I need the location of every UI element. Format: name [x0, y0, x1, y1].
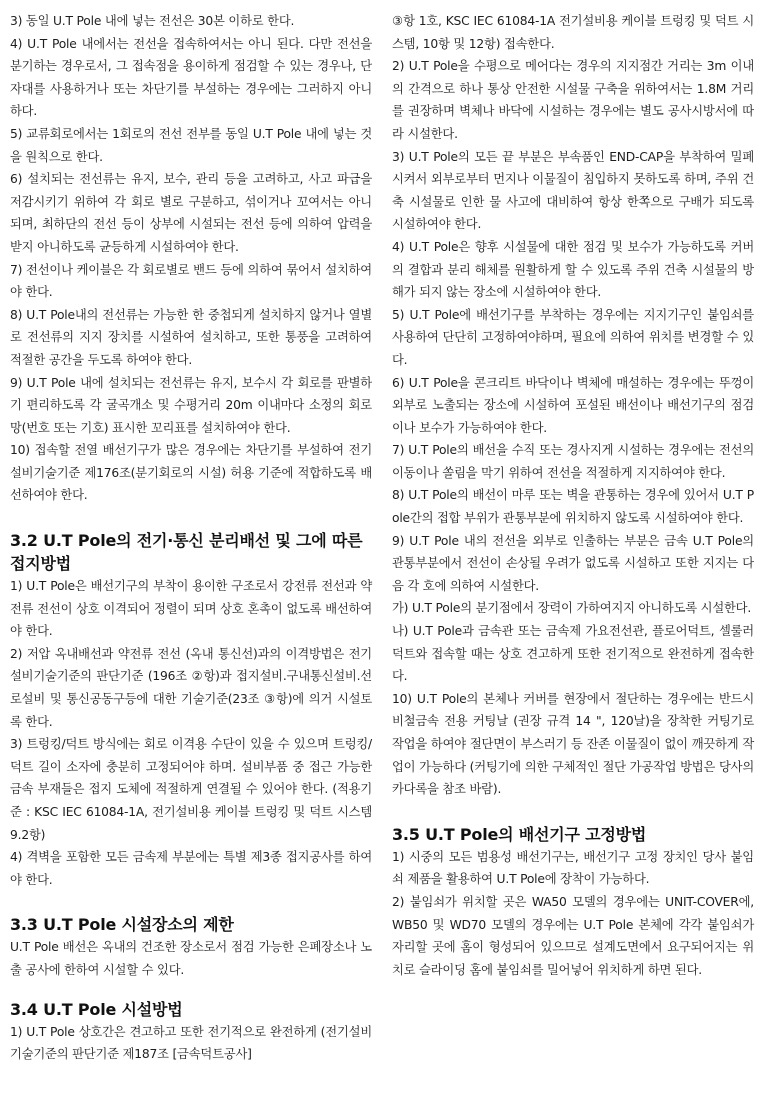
section-3-4-item-7: 7) U.T Pole의 배선을 수직 또는 경사지게 시설하는 경우에는 전선의 이동이나 쏠림을 막기 위하여 전선을 적절하게 지지하여야 한다.: [392, 443, 754, 480]
paragraph-6: 6) 설치되는 전선류는 유지, 보수, 관리 등을 고려하고, 사고 파급을 저감시키기 위하여 각 회로 별로 구분하고, 섞이거나 꼬여서는 아니 되며, 최하단의 전선 등이 상부에 시설되는 전선 등에 의하여 압력을 받지 아니하도록 균등하게 시설하여야 한다.: [10, 172, 372, 254]
section-3-4-item-10: 10) U.T Pole의 본체나 커버를 현장에서 절단하는 경우에는 반드시 비철금속 전용 커팅날 (권장 규격 14 ", 120날)을 장착한 커팅기로 작업을 하여야 절단면이 부스러기 등 잔존 이물질이 없이 깨끗하게 작업이 가능하다 (커팅기에 의한 구체적인 절단 가공작업 방법은 당사의 카다록을 참조 바람).: [392, 691, 754, 797]
section-3-4-item-1-continuation: ③항 1호, KSC IEC 61084-1A 전기설비용 케이블 트렁킹 및 덕트 시스템, 10항 및 12항) 접속한다.: [392, 14, 754, 51]
section-3-4-item-3: 3) U.T Pole의 모든 끝 부분은 부속품인 END-CAP을 부착하여 밀폐시켜서 외부로부터 먼지나 이물질이 침입하지 못하도록 하며, 주위 건축 시설물로 인한 물 사고에 대비하여 항상 한쪽으로 구배가 되도록 시설하여야 한다.: [392, 149, 754, 232]
paragraph-7: 7) 전선이나 케이블은 각 회로별로 밴드 등에 의하여 묶어서 설치하여야 한다.: [10, 262, 372, 300]
paragraph-4: 4) U.T Pole 내에서는 전선을 접속하여서는 아니 된다. 다만 전선을 분기하는 경우로서, 그 접속점을 용이하게 점검할 수 있는 경우나, 단자대를 사용하거나 또는 차단기를 부설하는 경우에는 그러하지 아니하다.: [10, 36, 372, 119]
section-3-2-item-4: 4) 격벽을 포함한 모든 금속제 부분에는 특별 제3종 접지공사를 하여야 한다.: [10, 850, 372, 887]
section-3-4-item-9: 9) U.T Pole 내의 전선을 외부로 인출하는 부분은 금속 U.T Pole의 관통부분에서 전선이 손상될 우려가 없도록 시설하고 또한 지지는 다음 각 호에 의하여 시설한다.: [392, 533, 754, 593]
paragraph-9: 9) U.T Pole 내에 설치되는 전선류는 유지, 보수시 각 회로를 판별하기 편리하도록 각 굴곡개소 및 수평거리 20m 이내마다 소정의 회로망(번호 또는 기호) 표시한 꼬리표를 설치하여야 한다.: [10, 375, 372, 435]
section-3-5-item-1: 1) 시중의 모든 범용성 배선기구는, 배선기구 고정 장치인 당사 붙임쇠 제품을 활용하여 U.T Pole에 장착이 가능하다.: [392, 849, 754, 887]
paragraph-8: 8) U.T Pole내의 전선류는 가능한 한 중첩되게 설치하지 않거나 열별로 전선류의 지지 장치를 시설하여 설치하고, 또한 통풍을 고려하여 적절한 공간을 두도록 하여야 한다.: [10, 307, 372, 367]
section-3-4-title: 3.4 U.T Pole 시설방법: [10, 999, 183, 1019]
section-3-2-title: 3.2 U.T Pole의 전기·통신 분리배선 및 그에 따른 접지방법: [10, 531, 363, 574]
section-3-2-item-1: 1) U.T Pole은 배선기구의 부착이 용이한 구조로서 강전류 전선과 약전류 전선이 상호 이격되어 정렬이 되며 상호 혼촉이 없도록 배선하여야 한다.: [10, 579, 372, 639]
paragraph-5: 5) 교류회로에서는 1회로의 전선 전부를 동일 U.T Pole 내에 넣는 것을 원칙으로 한다.: [10, 126, 372, 164]
section-3-3-title: 3.3 U.T Pole 시설장소의 제한: [10, 915, 234, 935]
left-column: [10, 10, 372, 1066]
section-3-4-item-1: 1) U.T Pole 상호간은 견고하고 또한 전기적으로 완전하게 (전기설비 기술기준의 판단기준 제187조 [금속덕트공사]: [10, 1024, 372, 1062]
section-3-2-item-2: 2) 저압 옥내배선과 약전류 전선 (옥내 통신선)과의 이격방법은 전기설비기술기준의 판단기준 (196조 ②항)과 접지설비.구내통신설비.선로설비 및 통신공동구등에 대한 기술기준(23조 ③항)에 의거 시설토록 한다.: [10, 646, 372, 729]
section-3-5-item-2: 2) 붙임쇠가 위치할 곳은 WA50 모델의 경우에는 UNIT-COVER에, WB50 및 WD70 모델의 경우에는 U.T Pole 본체에 각각 붙임쇠가 자리할 곳에 홈이 형성되어 있으므로 설계도면에서 요구되어지는 위치로 슬라이딩 홈에 붙임쇠를 밀어넣어 위치하게 하면 된다.: [392, 894, 754, 977]
section-3-4-item-5: 5) U.T Pole에 배선기구를 부착하는 경우에는 지지기구인 붙임쇠를 사용하여 단단히 고정하여야하며, 필요에 의하여 위치를 변경할 수 있다.: [392, 307, 754, 367]
section-3-4-item-9-na: 나) U.T Pole과 금속관 또는 금속제 가요전선관, 플로어덕트, 셀룰러덕트와 접속할 때는 상호 견고하게 또한 전기적으로 완전하게 접속한다.: [392, 624, 754, 684]
section-3-4-item-4: 4) U.T Pole은 향후 시설물에 대한 점검 및 보수가 가능하도록 커버의 결합과 분리 해체를 원활하게 할 수 있도록 주위 건축 시설물의 방해가 되지 않는 장소에 시설하여야 한다.: [392, 239, 754, 300]
section-3-4-item-2: 2) U.T Pole을 수평으로 메어다는 경우의 지지점간 거리는 3m 이내의 간격으로 하나 통상 안전한 시설물 구축을 위하여서는 1.8M 거리를 권장하며 벽체나 바닥에 시설하는 경우에는 별도 공사시방서에 따라 시설한다.: [392, 59, 754, 141]
section-3-4-item-8: 8) U.T Pole의 배선이 마루 또는 벽을 관통하는 경우에 있어서 U.T Pole간의 접합 부위가 관통부분에 위치하지 않도록 시설하여야 한다.: [392, 488, 754, 526]
section-3-4-item-9-ga: 가) U.T Pole의 분기점에서 장력이 가하여지지 아니하도록 시설한다.: [392, 601, 752, 616]
section-3-5-title: 3.5 U.T Pole의 배선기구 고정방법: [392, 824, 647, 844]
paragraph-3: 3) 동일 U.T Pole 내에 넣는 전선은 30본 이하로 한다.: [10, 14, 295, 28]
paragraph-10: 10) 접속할 전열 배선기구가 많은 경우에는 차단기를 부설하여 전기설비기술기준 제176조(분기회로의 시설) 허용 기준에 적합하도록 배선하여야 한다.: [10, 443, 372, 503]
section-3-3-body: U.T Pole 배선은 옥내의 건조한 장소로서 점검 가능한 은폐장소나 노출 공사에 한하여 시설할 수 있다.: [10, 940, 372, 977]
section-3-4-item-6: 6) U.T Pole을 콘크리트 바닥이나 벽체에 매설하는 경우에는 뚜껑이 외부로 노출되는 장소에 시설하여 포설된 배선이나 배선기구의 점검이나 보수가 가능하여야 한다.: [392, 375, 754, 435]
section-3-2-item-3: 3) 트렁킹/덕트 방식에는 회로 이격용 수단이 있을 수 있으며 트렁킹/덕트 길이 소자에 충분히 고정되어야 하며. 설비부품 중 접근 가능한 금속 부재들은 접지 도체에 적절하게 연결될 수 있어야 한다. (적용기준 : KSC IEC 61084-1A, 전기설비용 케이블 트렁킹 및 덕트 시스템 9.2항): [10, 737, 372, 842]
right-column: [392, 10, 754, 981]
